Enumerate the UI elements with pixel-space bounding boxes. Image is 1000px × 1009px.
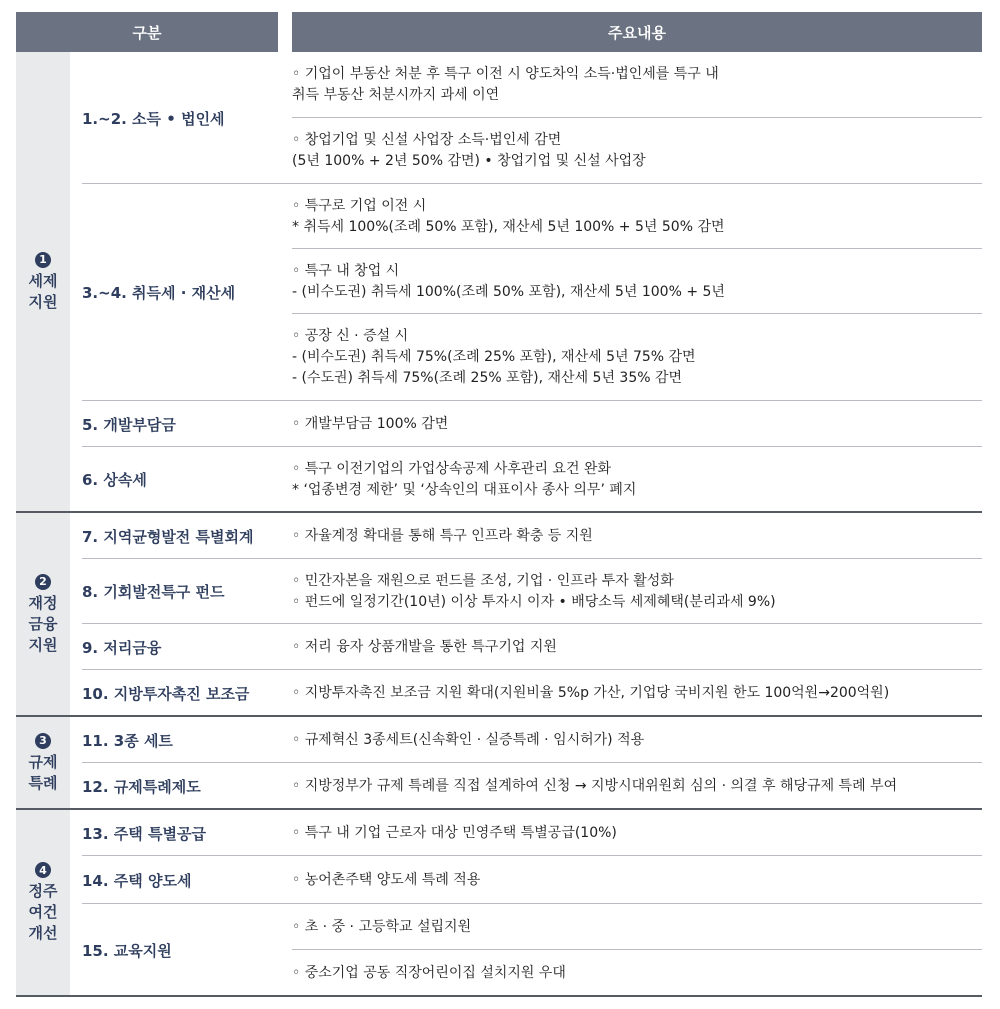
content-line: ◦ 지방투자촉진 보조금 지원 확대(지원비율 5%p 가산, 기업당 국비지원 한도 100억원→200억원)	[292, 684, 890, 701]
content-line: 취득 부동산 처분시까지 과세 이연	[292, 87, 500, 103]
subcategory-housing-transfer-tax: 14. 주택 양도세	[82, 871, 192, 890]
content-line: ◦ 특구 내 창업 시	[292, 262, 400, 279]
content-line: * 취득세 100%(조례 50% 포함), 재산세 5년 100% + 5년 50% 감면	[292, 218, 725, 235]
category-label-line: 개선	[28, 924, 58, 942]
category-living-conditions	[16, 810, 70, 996]
content-line: * ‘업종변경 제한’ 및 ‘상속인의 대표이사 종사 의무’ 폐지	[292, 481, 637, 498]
content-cell	[292, 624, 982, 670]
category-regulatory-exception	[16, 717, 70, 809]
category-finance-support	[16, 513, 70, 716]
category-label-line: 정주	[28, 882, 58, 900]
content-line: ◦ 저리 융자 상품개발을 통한 특구기업 지원	[292, 638, 557, 655]
header-col-content: 주요내용	[292, 12, 982, 52]
content-cell	[292, 763, 982, 809]
content-line: ◦ 지방정부가 규제 특례를 직접 설계하여 신청 → 지방시대위원회 심의 · 의결 후 해당규제 특례 부여	[292, 777, 898, 794]
category-number-badge: 2	[35, 574, 51, 590]
content-line: ◦ 특구로 기업 이전 시	[292, 197, 427, 214]
category-label-line: 금융	[28, 614, 58, 633]
content-line: ◦ 자율계정 확대를 통해 특구 인프라 확충 등 지원	[292, 527, 593, 544]
subcategory-acquisition-property-tax: 3.~4. 취득세 · 재산세	[82, 284, 236, 302]
content-line: - (비수도권) 취득세 100%(조례 50% 포함), 재산세 5년 100% + 5년	[292, 283, 725, 300]
content-line: ◦ 특구 이전기업의 가업상속공제 사후관리 요건 완화	[292, 460, 611, 477]
subcategory-low-interest-finance: 9. 저리금융	[82, 638, 162, 657]
category-number-badge: 3	[35, 733, 51, 749]
content-line: ◦ 기업이 부동산 처분 후 특구 이전 시 양도차익 소득·법인세를 특구 내	[292, 66, 719, 82]
content-line: ◦ 창업기업 및 신설 사업장 소득·법인세 감면	[292, 132, 562, 148]
content-cell	[292, 401, 982, 447]
content-line: ◦ 펀드에 일정기간(10년) 이상 투자시 이자 • 배당소득 세제혜택(분리과세 9%)	[292, 593, 776, 610]
content-cell	[292, 810, 982, 856]
category-label-line: 규제	[28, 752, 58, 771]
content-cell	[292, 513, 982, 559]
content-line: ◦ 민간자본을 재원으로 펀드를 조성, 기업 · 인프라 투자 활성화	[292, 572, 674, 589]
subcategory-income-corporate-tax: 1.~2. 소득 • 법인세	[82, 109, 225, 128]
content-cell	[292, 118, 982, 184]
content-cell	[292, 249, 982, 314]
subcategory-opportunity-fund: 8. 기회발전특구 펀드	[82, 583, 225, 601]
content-line: ◦ 초 · 중 · 고등학교 설립지원	[292, 918, 472, 935]
content-line: - (비수도권) 취득세 75%(조례 25% 포함), 재산세 5년 75% 감면	[292, 349, 696, 365]
content-cell	[292, 670, 982, 716]
subcategory-development-charge: 5. 개발부담금	[82, 415, 176, 434]
content-cell	[292, 314, 982, 401]
subcategory-education-support: 15. 교육지원	[82, 941, 172, 960]
subcategory-regulatory-exception-system: 12. 규제특례제도	[82, 777, 201, 796]
content-cell	[292, 447, 982, 512]
content-line: ◦ 공장 신 · 증설 시	[292, 328, 409, 344]
header-col-category: 구분	[16, 12, 278, 52]
category-number-badge: 1	[35, 252, 51, 268]
category-number-badge: 4	[35, 862, 51, 878]
subcategory-three-set: 11. 3종 세트	[82, 731, 173, 750]
category-label-line: 특례	[28, 773, 58, 792]
content-cell	[292, 52, 982, 118]
subcategory-special-housing-supply: 13. 주택 특별공급	[82, 824, 206, 843]
category-label-line: 지원	[28, 635, 58, 654]
subcategory-regional-balance-account: 7. 지역균형발전 특별회계	[82, 527, 254, 546]
content-line: ◦ 농어촌주택 양도세 특례 적용	[292, 871, 481, 888]
content-line: ◦ 중소기업 공동 직장어린이집 설치지원 우대	[292, 964, 566, 981]
content-cell	[292, 717, 982, 763]
content-cell	[292, 950, 982, 996]
content-line: - (수도권) 취득세 75%(조례 25% 포함), 재산세 5년 35% 감면	[292, 370, 683, 386]
content-line: ◦ 규제혁신 3종세트(신속확인 · 실증특례 · 임시허가) 적용	[292, 731, 645, 748]
content-line: ◦ 특구 내 기업 근로자 대상 민영주택 특별공급(10%)	[292, 824, 617, 841]
content-cell	[292, 559, 982, 624]
subcategory-investment-subsidy: 10. 지방투자촉진 보조금	[82, 684, 250, 703]
table-bottom-border	[16, 995, 982, 997]
content-cell	[292, 184, 982, 249]
category-label-line: 여건	[28, 903, 58, 921]
category-label-line: 지원	[28, 292, 58, 311]
category-label-line: 재정	[28, 593, 58, 612]
subcategory-inheritance-tax: 6. 상속세	[82, 471, 147, 489]
category-tax-support	[16, 52, 70, 512]
content-line: ◦ 개발부담금 100% 감면	[292, 415, 449, 432]
category-label-line: 세제	[28, 271, 58, 290]
content-line: (5년 100% + 2년 50% 감면) • 창업기업 및 신설 사업장	[292, 153, 646, 169]
content-cell	[292, 856, 982, 904]
content-cell	[292, 904, 982, 950]
